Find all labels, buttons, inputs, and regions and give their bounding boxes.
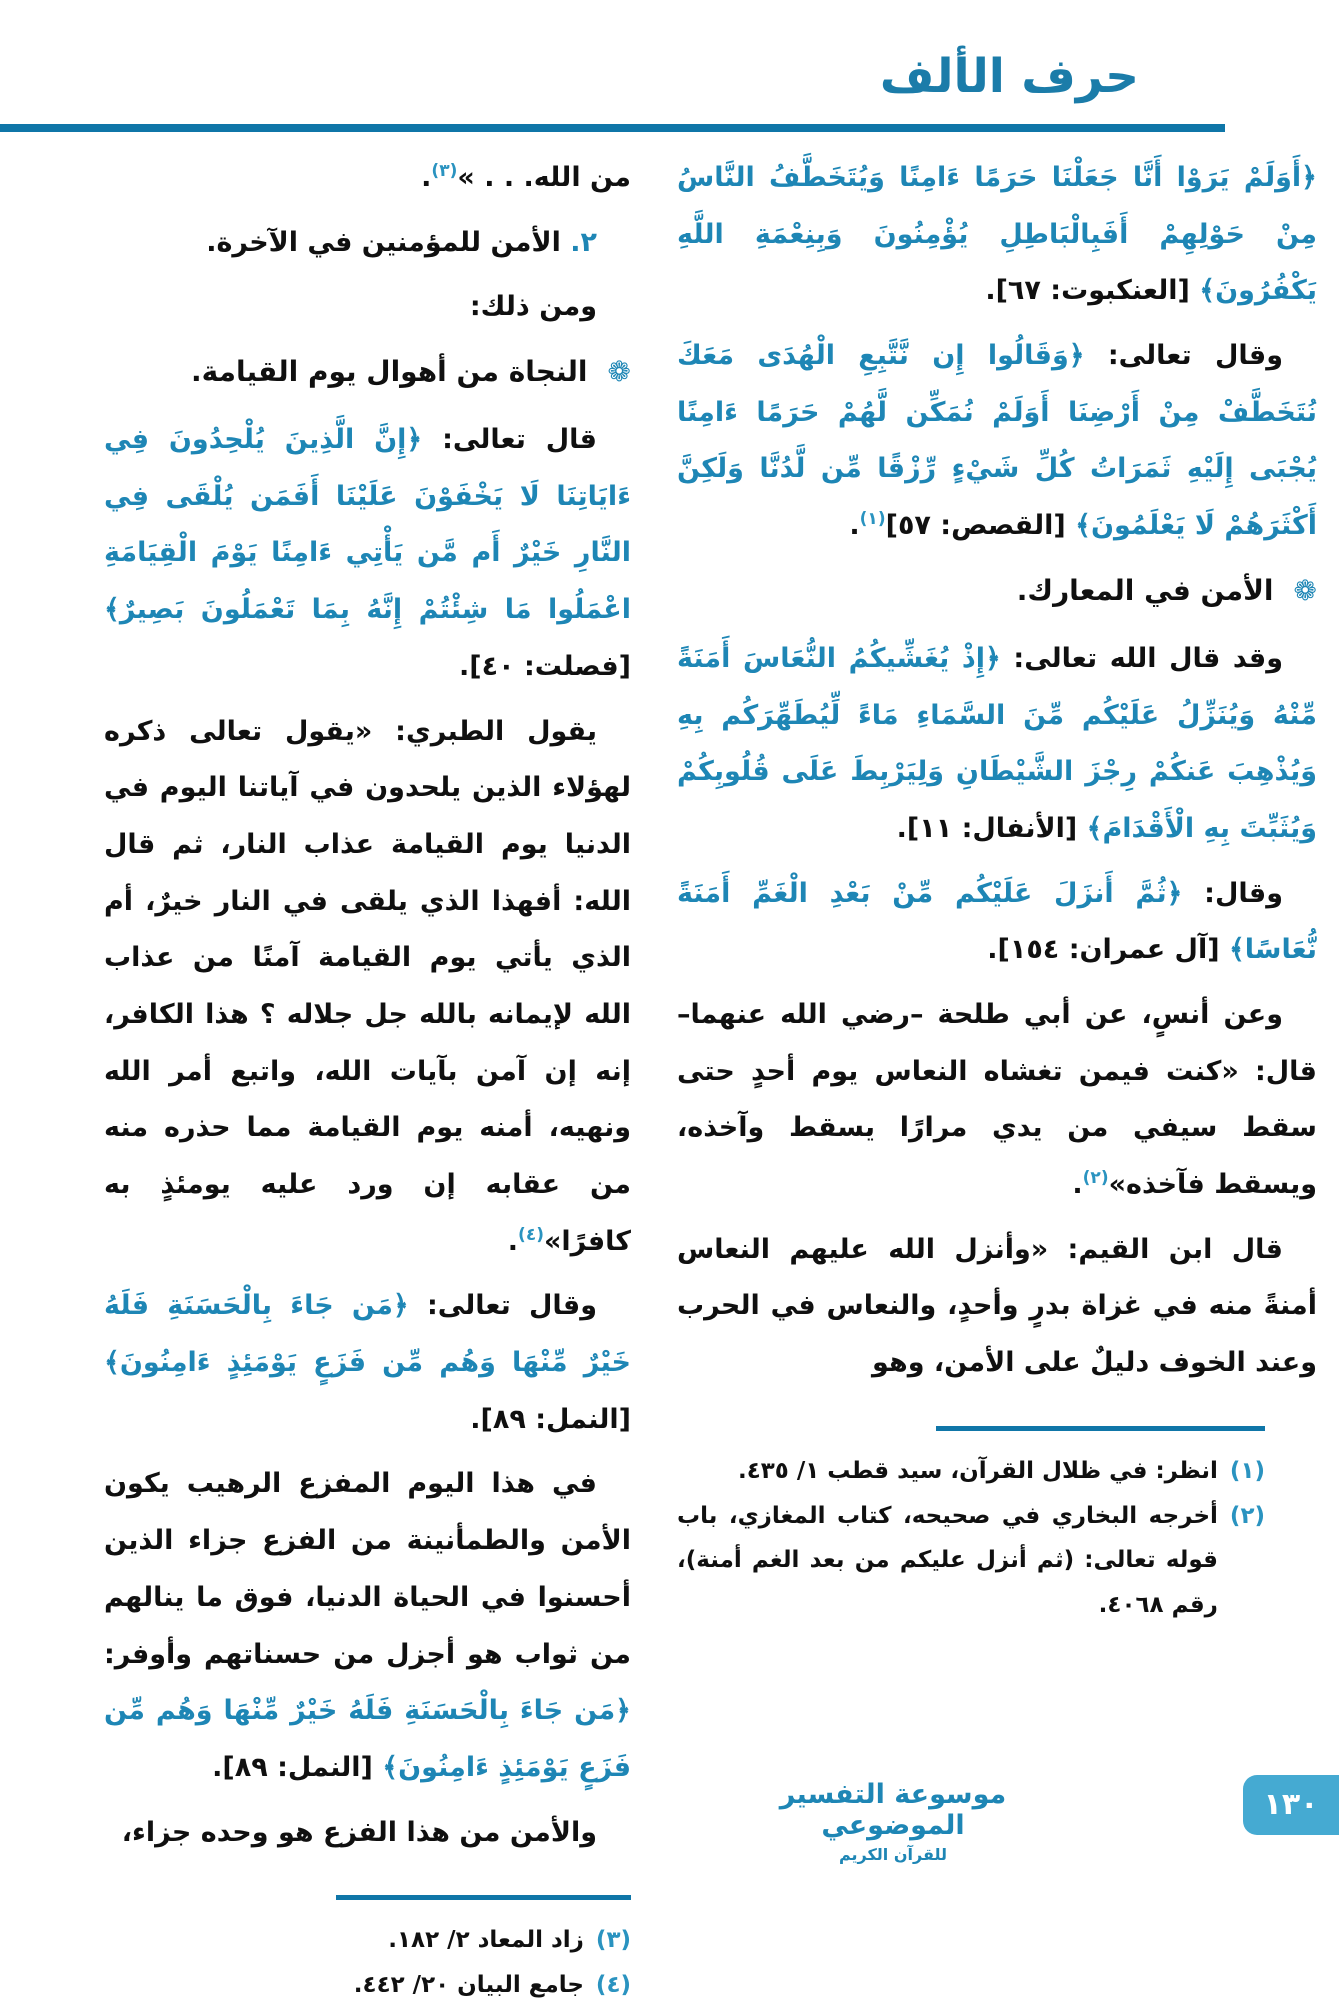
quran-text: ﴿إِذْ يُغَشِّيكُمُ النُّعَاسَ أَمَنَةً مِّنْهُ وَيُنَزِّلُ عَلَيْكُم مِّنَ السَّمَاءِ مَاءً لِّيُطَهِّرَكُم بِهِ وَيُذْهِبَ عَنكُمْ رِجْزَ الشَّيْطَانِ وَلِيَرْبِطَ عَلَى قُلُوبِكُمْ وَيُثَبِّتَ بِهِ الْأَقْدَامَ﴾ [677,642,1317,844]
footnote-3 [104,1918,631,1963]
footnote-2 [677,1494,1265,1629]
quote-text: يقول الطبري: «يقول تعالى ذكره لهؤلاء الذين يلحدون في آياتنا اليوم في الدنيا يوم القيامة عذاب النار، ثم قال الله: أفهذا الذي يلقى في النار خيرٌ، أم الذي يأتي يوم القيامة آمنًا من عذاب الله لإيمانه بالله جل جلاله ؟ هذا الكافر، إنه إن آمن بآيات الله، واتبع أمر الله ونهيه، أمنه يوم القيامة مما حذره منه من عقابه إن ورد عليه يومئذٍ به كافرًا» [104,715,631,1257]
footnote-marker: (٣) [431,161,458,182]
footnotes-right [677,1426,1317,1628]
page-number: ١٣٠ [1263,1787,1319,1822]
quran-verse-qasas [677,328,1317,555]
sentence-end: . [849,510,860,542]
numbered-item-2 [104,215,631,272]
verse-intro: وقال: [1182,877,1283,909]
verse-intro: وقد قال الله تعالى: [1000,642,1283,674]
quran-text: ﴿ثُمَّ أَنزَلَ عَلَيْكُم مِّنْ بَعْدِ الْغَمِّ أَمَنَةً نُّعَاسًا﴾ [677,877,1317,966]
footnote-number: (١) [1229,1457,1265,1484]
logo-title: موسوعة التفسير الموضوعي [779,1779,1007,1841]
verse-ref: [فصلت: ٤٠]. [458,650,631,682]
section-heading-battles [677,563,1317,619]
tabari-quote [104,704,631,1271]
item-number: ٢. [560,226,597,258]
commentary-text: في هذا اليوم المفزع الرهيب يكون الأمن والطمأنينة من الفزع جزاء الذين أحسنوا في الحياة الدنيا، فوق ما ينالهم من ثواب هو أجزل من حسناتهم وأوفر: [104,1468,631,1670]
quran-verse-fussilat [104,412,631,695]
hadith-anas [677,987,1317,1214]
verse-intro: وقال تعالى: [408,1290,597,1322]
hadith-text: وعن أنسٍ، عن أبي طلحة –رضي الله عنهما– قال: «كنت فيمن تغشاه النعاس يوم أحدٍ حتى سقط سيفي من يدي مرارًا يسقط وآخذه، ويسقط فآخذه» [677,998,1317,1201]
verse-ref: [آل عمران: ١٥٤]. [987,934,1220,966]
verse-intro: وقال تعالى: [1084,340,1283,372]
footnote-marker: (١) [859,509,886,530]
flower-icon: ❁ [1293,573,1317,607]
footnote-4 [104,1963,631,2008]
quote-text: قال ابن القيم: «وأنزل الله عليهم النعاس أمنةً منه في غزاة بدرٍ وأحدٍ، والنعاس في الحرب وعند الخوف دليلٌ على الأمن، وهو [677,1233,1317,1379]
chapter-title: حرف الألف [879,49,1139,104]
footnote-text: أخرجه البخاري في صحيحه، كتاب المغازي، باب قوله تعالى: (ثم أنزل عليكم من بعد الغم أمنة)، رقم ٤٠٦٨. [677,1502,1218,1619]
publisher-logo [763,1779,1023,1864]
text-columns [0,132,1339,2008]
verse-ref: [النمل: ٨٩]. [470,1403,631,1435]
footnotes-left [104,1895,631,2008]
quote-text: من الله. . . » [457,162,631,194]
footnote-marker: (٢) [1082,1168,1109,1189]
sentence-end: . [1072,1169,1083,1201]
page-number-tab [1243,1775,1339,1835]
commentary-paragraph [104,1456,631,1796]
item-text: الأمن للمؤمنين في الآخرة. [206,226,561,258]
quran-verse-ankabut [677,150,1317,320]
section-heading-salvation [104,344,631,400]
quran-text: ﴿أَوَلَمْ يَرَوْا أَنَّا جَعَلْنَا حَرَمًا ءَامِنًا وَيُتَخَطَّفُ النَّاسُ مِنْ حَوْلِهِمْ أَفَبِالْبَاطِلِ يُؤْمِنُونَ وَبِنِعْمَةِ اللَّهِ يَكْفُرُونَ﴾ [677,162,1317,307]
footnote-number: (٣) [595,1927,631,1954]
lead-line [104,279,631,336]
footnote-text: انظر: في ظلال القرآن، سيد قطب ١/ ٤٣٥. [737,1457,1218,1484]
footnote-number: (٤) [595,1972,631,1999]
ibn-qayyim-quote [677,1222,1317,1392]
quran-verse-naml [104,1278,631,1448]
quran-text: ﴿وَقَالُوا إِن نَّتَّبِعِ الْهُدَى مَعَكَ نُتَخَطَّفْ مِنْ أَرْضِنَا أَوَلَمْ نُمَكِّن لَّهُمْ حَرَمًا ءَامِنًا يُجْبَى إِلَيْهِ ثَمَرَاتُ كُلِّ شَيْءٍ رِّزْقًا مِّن لَّدُنَّا وَلَكِنَّ أَكْثَرَهُمْ لَا يَعْلَمُونَ﴾ [677,340,1317,542]
sentence-end: . [507,1225,519,1257]
continuation-line [104,150,631,207]
lead-text: ومن ذلك: [469,291,597,323]
section-heading-text: الأمن في المعارك. [1016,573,1274,607]
footnote-separator [936,1426,1265,1431]
verse-ref: [العنكبوت: ٦٧]. [985,275,1190,307]
quran-text: ﴿مَن جَاءَ بِالْحَسَنَةِ فَلَهُ خَيْرٌ مِّنْهَا وَهُم مِّن فَزَعٍ يَوْمَئِذٍ ءَامِنُونَ﴾ [104,1290,631,1379]
column-left [104,150,631,2008]
quran-verse-imran [677,866,1317,979]
header-rule [0,124,1225,132]
footnote-marker: (٤) [518,1224,544,1245]
verse-ref: [القصص: ٥٧] [885,510,1066,542]
section-heading-text: النجاة من أهوال يوم القيامة. [191,355,588,389]
footnote-number: (٢) [1229,1502,1265,1529]
sentence-end: . [421,162,432,194]
verse-ref: [النمل: ٨٩]. [212,1751,373,1783]
page-header [0,0,1339,132]
footnote-text: جامع البيان ٢٠/ ٤٤٢. [353,1972,584,1999]
column-right [677,150,1317,1628]
footnote-separator [336,1895,631,1900]
footnote-text: زاد المعاد ٢/ ١٨٢. [388,1927,584,1954]
quran-text: ﴿مَن جَاءَ بِالْحَسَنَةِ فَلَهُ خَيْرٌ مِّنْهَا وَهُم مِّن فَزَعٍ يَوْمَئِذٍ ءَامِنُونَ﴾ [104,1695,631,1783]
flower-icon: ❁ [607,355,631,389]
closing-text: والأمن من هذا الفزع هو وحده جزاء، [121,1816,597,1848]
closing-line [104,1805,631,1862]
verse-intro: قال تعالى: [422,424,597,456]
logo-subtitle: للقرآن الكريم [838,1845,948,1864]
quran-verse-anfal [677,631,1317,858]
quran-text: ﴿إِنَّ الَّذِينَ يُلْحِدُونَ فِي ءَايَاتِنَا لَا يَخْفَوْنَ عَلَيْنَا أَفَمَن يُلْقَى فِي النَّارِ خَيْرٌ أَم مَّن يَأْتِي ءَامِنًا يَوْمَ الْقِيَامَةِ اعْمَلُوا مَا شِئْتُمْ إِنَّهُ بِمَا تَعْمَلُونَ بَصِيرٌ﴾ [104,424,631,626]
verse-ref: [الأنفال: ١١]. [896,812,1078,844]
footnote-1 [677,1449,1265,1494]
